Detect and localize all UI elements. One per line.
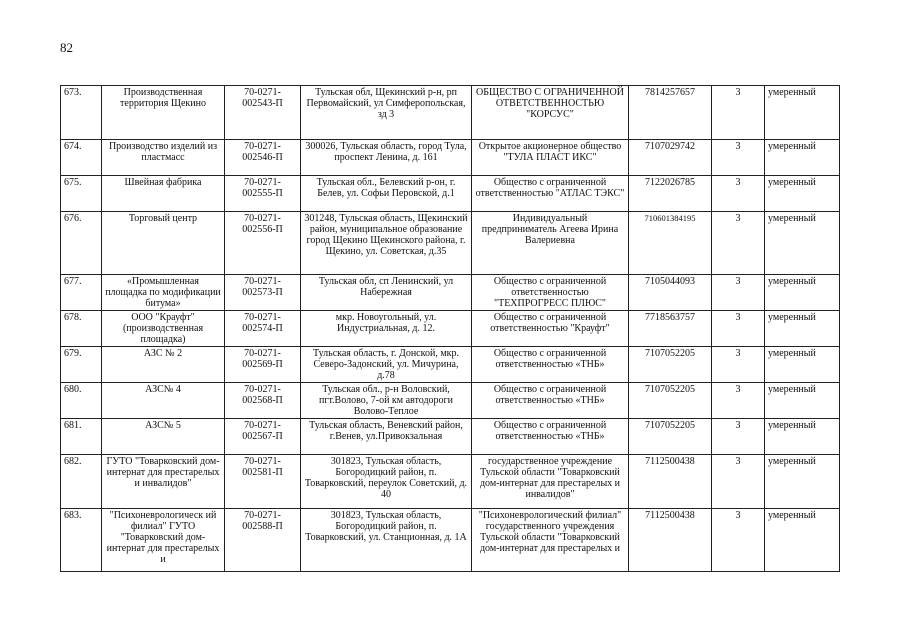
table-row [61,419,840,455]
object-code: 70-0271-002568-П [225,383,301,419]
category: 3 [712,455,765,509]
registry-table [60,85,840,572]
object-code: 70-0271-002546-П [225,140,301,176]
risk-level: умеренный [765,383,840,419]
organization-name: государственное учреждение Тульской области "Товарковский дом-интернат для престарелых и инвалидов" [472,455,629,509]
object-name: Торговый центр [102,212,225,275]
object-name: Производственная территория Щекино [102,86,225,140]
object-address: Тульская обл, сп Ленинский, ул Набережная [301,275,472,311]
inn-number: 7122026785 [629,176,712,212]
organization-name: Общество с ограниченной ответственностью "АТЛАС ТЭКС" [472,176,629,212]
organization-name: Открытое акционерное общество "ТУЛА ПЛАСТ ИКС" [472,140,629,176]
risk-level: умеренный [765,347,840,383]
object-code: 70-0271-002573-П [225,275,301,311]
organization-name: Общество с ограниченной ответственностью «ТНБ» [472,419,629,455]
object-name: Производство изделий из пластмасс [102,140,225,176]
object-address: Тульская обл, Щекинский р-н, рп Первомайский, ул Симферопольская, зд 3 [301,86,472,140]
risk-level: умеренный [765,311,840,347]
row-number: 677. [61,275,102,311]
row-number: 683. [61,509,102,572]
organization-name: Общество с ограниченной ответственностью «ТНБ» [472,383,629,419]
inn-number: 7107052205 [629,419,712,455]
organization-name: "Психоневрологический филиал" государственного учреждения Тульской области "Товарковский дом-интернат для престарелых и [472,509,629,572]
object-name: ГУТО "Товарковский дом-интернат для престарелых и инвалидов" [102,455,225,509]
table-body [61,86,840,572]
table-row [61,455,840,509]
organization-name: Индивидуальный предприниматель Агеева Ирина Валериевна [472,212,629,275]
object-code: 70-0271-002567-П [225,419,301,455]
risk-level: умеренный [765,275,840,311]
object-code: 70-0271-002555-П [225,176,301,212]
risk-level: умеренный [765,140,840,176]
risk-level: умеренный [765,212,840,275]
organization-name: Общество с ограниченной ответственностью «ТНБ» [472,347,629,383]
object-address: 301823, Тульская область, Богородицкий район, п. Товарковский, ул. Станционная, д. 1А [301,509,472,572]
table-row [61,311,840,347]
inn-number: 7105044093 [629,275,712,311]
table-row [61,86,840,140]
object-address: Тульская обл., р-н Воловский, пгт.Волово, 7-ой км автодороги Волово-Теплое [301,383,472,419]
object-name: АЗС№ 4 [102,383,225,419]
category: 3 [712,212,765,275]
object-name: "Психоневрологическ ий филиал" ГУТО "Товарковский дом-интернат для престарелых и [102,509,225,572]
table-row [61,275,840,311]
category: 3 [712,509,765,572]
row-number: 678. [61,311,102,347]
inn-number: 7112500438 [629,509,712,572]
row-number: 675. [61,176,102,212]
organization-name: ОБЩЕСТВО С ОГРАНИЧЕННОЙ ОТВЕТСТВЕННОСТЬЮ "КОРСУС" [472,86,629,140]
organization-name: Общество с ограниченной ответственностью "Крауфт" [472,311,629,347]
category: 3 [712,419,765,455]
table-row [61,347,840,383]
object-address: 300026, Тульская область, город Тула, проспект Ленина, д. 161 [301,140,472,176]
object-code: 70-0271-002556-П [225,212,301,275]
risk-level: умеренный [765,419,840,455]
risk-level: умеренный [765,86,840,140]
object-address: Тульская обл., Белевский р-он, г. Белев, ул. Софьи Перовской, д.1 [301,176,472,212]
object-address: мкр. Новоугольный, ул. Индустриальная, д. 12. [301,311,472,347]
object-address: Тульская область, Веневский район, г.Венев, ул.Привокзальная [301,419,472,455]
category: 3 [712,311,765,347]
category: 3 [712,86,765,140]
risk-level: умеренный [765,455,840,509]
inn-number: 7718563757 [629,311,712,347]
table-row [61,383,840,419]
category: 3 [712,140,765,176]
category: 3 [712,176,765,212]
object-address: Тульская область, г. Донской, мкр. Северо-Задонский, ул. Мичурина, д.78 [301,347,472,383]
table-row [61,140,840,176]
row-number: 673. [61,86,102,140]
table-row [61,176,840,212]
object-name: ООО "Крауфт" (производственная площадка) [102,311,225,347]
object-code: 70-0271-002543-П [225,86,301,140]
object-address: 301823, Тульская область, Богородицкий район, п. Товарковский, переулок Советский, д. 40 [301,455,472,509]
inn-number: 7107029742 [629,140,712,176]
inn-number: 7814257657 [629,86,712,140]
row-number: 680. [61,383,102,419]
inn-number: 7112500438 [629,455,712,509]
risk-level: умеренный [765,509,840,572]
object-name: АЗС№ 5 [102,419,225,455]
row-number: 681. [61,419,102,455]
object-name: Швейная фабрика [102,176,225,212]
object-address: 301248, Тульская область, Щекинский район, муниципальное образование город Щекино Щекинского района, г. Щекино, ул. Советская, д.35 [301,212,472,275]
table-row [61,212,840,275]
object-name: «Промышленная площадка по модификации битума» [102,275,225,311]
category: 3 [712,347,765,383]
object-code: 70-0271-002588-П [225,509,301,572]
object-name: АЗС № 2 [102,347,225,383]
table-row [61,509,840,572]
row-number: 676. [61,212,102,275]
page-number: 82 [60,40,73,55]
row-number: 679. [61,347,102,383]
object-code: 70-0271-002574-П [225,311,301,347]
object-code: 70-0271-002581-П [225,455,301,509]
organization-name: Общество с ограниченной ответственностью "ТЕХПРОГРЕСС ПЛЮС" [472,275,629,311]
risk-level: умеренный [765,176,840,212]
object-code: 70-0271-002569-П [225,347,301,383]
inn-number: 7107052205 [629,347,712,383]
row-number: 682. [61,455,102,509]
inn-number: 710601384195 [629,212,712,275]
category: 3 [712,275,765,311]
category: 3 [712,383,765,419]
inn-number: 7107052205 [629,383,712,419]
row-number: 674. [61,140,102,176]
